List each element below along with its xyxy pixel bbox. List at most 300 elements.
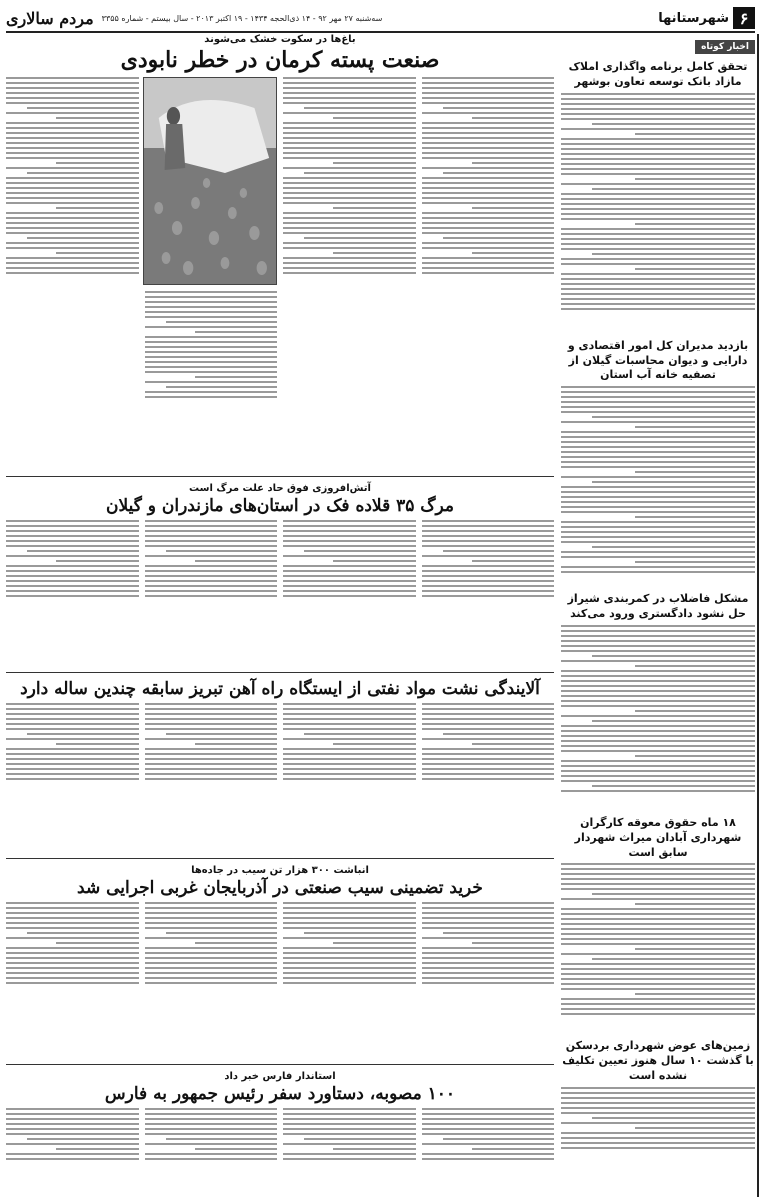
text-line bbox=[6, 262, 139, 264]
text-line bbox=[561, 466, 755, 468]
text-line bbox=[443, 237, 554, 239]
text-line bbox=[561, 923, 755, 925]
text-line bbox=[422, 738, 555, 740]
text-line bbox=[592, 1117, 755, 1119]
text-line bbox=[422, 87, 555, 89]
text-line bbox=[592, 893, 755, 895]
text-line bbox=[561, 283, 755, 285]
text-line bbox=[561, 108, 755, 110]
text-line bbox=[635, 471, 755, 473]
text-line bbox=[422, 947, 555, 949]
text-line bbox=[561, 401, 755, 403]
text-line bbox=[561, 158, 755, 160]
text-line bbox=[145, 311, 278, 313]
text-line bbox=[283, 708, 416, 710]
text-line bbox=[422, 187, 555, 189]
text-line bbox=[145, 912, 278, 914]
text-line bbox=[561, 456, 755, 458]
text-line bbox=[145, 291, 278, 293]
text-line bbox=[333, 207, 415, 209]
text-line bbox=[561, 531, 755, 533]
text-line bbox=[561, 386, 755, 388]
text-line bbox=[6, 127, 139, 129]
brief-title: تحقق کامل برنامه واگذاری املاک مازاد بانک توسعه تعاون بوشهر bbox=[568, 60, 748, 88]
text-line bbox=[283, 122, 416, 124]
brief-title: بازدید مدیران کل امور اقتصادی و دارایی و دیوان محاسبات گیلان از تصفیه خانه آب استان bbox=[567, 338, 749, 382]
text-line bbox=[145, 952, 278, 954]
text-line bbox=[561, 461, 755, 463]
text-line bbox=[6, 187, 139, 189]
text-line bbox=[6, 703, 139, 705]
oil-leak-title: آلایندگی نشت مواد نفتی از ایستگاه راه آهن تبریز سابقه چندین ساله دارد bbox=[20, 679, 540, 699]
text-line bbox=[561, 775, 755, 777]
text-line bbox=[561, 725, 755, 727]
text-line bbox=[145, 575, 278, 577]
text-line bbox=[472, 942, 554, 944]
text-line bbox=[166, 550, 277, 552]
text-line bbox=[561, 128, 755, 130]
text-line bbox=[6, 972, 139, 974]
text-line bbox=[422, 157, 555, 159]
text-line bbox=[6, 912, 139, 914]
text-line bbox=[422, 132, 555, 134]
text-line bbox=[283, 142, 416, 144]
text-line bbox=[56, 117, 138, 119]
text-line bbox=[635, 710, 755, 712]
text-line bbox=[145, 565, 278, 567]
text-line bbox=[6, 167, 139, 169]
text-line bbox=[422, 972, 555, 974]
text-line bbox=[283, 157, 416, 159]
text-line bbox=[422, 177, 555, 179]
text-line bbox=[6, 530, 139, 532]
divider bbox=[6, 672, 554, 673]
text-line bbox=[333, 743, 415, 745]
text-line bbox=[283, 222, 416, 224]
text-line bbox=[561, 476, 755, 478]
text-line bbox=[422, 565, 555, 567]
text-line bbox=[561, 635, 755, 637]
text-line bbox=[283, 1153, 416, 1155]
text-line bbox=[27, 237, 138, 239]
text-line bbox=[422, 902, 555, 904]
text-line bbox=[283, 267, 416, 269]
text-line bbox=[472, 207, 554, 209]
text-line bbox=[56, 207, 138, 209]
text-line bbox=[635, 755, 755, 757]
text-line bbox=[561, 690, 755, 692]
text-line bbox=[283, 97, 416, 99]
photo-column bbox=[145, 77, 278, 467]
text-line bbox=[592, 655, 755, 657]
text-line bbox=[422, 967, 555, 969]
text-line bbox=[6, 535, 139, 537]
text-line bbox=[422, 570, 555, 572]
text-line bbox=[6, 197, 139, 199]
text-line bbox=[422, 1128, 555, 1130]
sidebar-border bbox=[757, 34, 759, 1197]
text-line bbox=[561, 695, 755, 697]
text-line bbox=[145, 381, 278, 383]
text-line bbox=[422, 525, 555, 527]
text-line bbox=[283, 972, 416, 974]
text-line bbox=[283, 718, 416, 720]
text-line bbox=[422, 927, 555, 929]
text-line bbox=[592, 546, 755, 548]
text-line bbox=[145, 917, 278, 919]
text-line bbox=[283, 1143, 416, 1145]
text-line bbox=[561, 243, 755, 245]
text-line bbox=[422, 540, 555, 542]
text-line bbox=[561, 103, 755, 105]
text-line bbox=[283, 575, 416, 577]
text-line bbox=[422, 1118, 555, 1120]
text-line bbox=[283, 1128, 416, 1130]
text-line bbox=[422, 758, 555, 760]
text-line bbox=[422, 530, 555, 532]
text-column bbox=[6, 77, 139, 467]
text-line bbox=[6, 773, 139, 775]
text-line bbox=[422, 82, 555, 84]
text-line bbox=[145, 1133, 278, 1135]
text-line bbox=[6, 102, 139, 104]
text-line bbox=[443, 550, 554, 552]
text-line bbox=[561, 541, 755, 543]
text-line bbox=[6, 907, 139, 909]
seal-deaths-article bbox=[6, 470, 554, 660]
text-line bbox=[6, 257, 139, 259]
text-line bbox=[422, 917, 555, 919]
text-line bbox=[27, 172, 138, 174]
main-content bbox=[6, 34, 554, 1197]
text-line bbox=[422, 182, 555, 184]
text-line bbox=[422, 703, 555, 705]
apple-purchase-article bbox=[6, 852, 554, 1052]
text-line bbox=[56, 162, 138, 164]
text-line bbox=[333, 117, 415, 119]
text-line bbox=[6, 202, 139, 204]
text-line bbox=[283, 247, 416, 249]
text-line bbox=[561, 193, 755, 195]
text-line bbox=[283, 713, 416, 715]
text-line bbox=[283, 137, 416, 139]
text-line bbox=[283, 202, 416, 204]
text-line bbox=[561, 745, 755, 747]
text-line bbox=[283, 177, 416, 179]
text-line bbox=[283, 197, 416, 199]
text-line bbox=[283, 917, 416, 919]
text-line bbox=[56, 560, 138, 562]
text-line bbox=[283, 962, 416, 964]
text-line bbox=[145, 703, 278, 705]
text-line bbox=[166, 932, 277, 934]
text-line bbox=[561, 973, 755, 975]
text-line bbox=[443, 172, 554, 174]
text-line bbox=[592, 123, 755, 125]
text-line bbox=[145, 1153, 278, 1155]
text-line bbox=[145, 778, 278, 780]
text-line bbox=[561, 263, 755, 265]
text-line bbox=[561, 303, 755, 305]
text-line bbox=[195, 331, 277, 333]
text-line bbox=[561, 630, 755, 632]
text-line bbox=[6, 723, 139, 725]
text-line bbox=[422, 257, 555, 259]
text-line bbox=[422, 212, 555, 214]
text-line bbox=[145, 1143, 278, 1145]
text-line bbox=[561, 888, 755, 890]
text-line bbox=[561, 233, 755, 235]
text-line bbox=[6, 545, 139, 547]
text-line bbox=[561, 1008, 755, 1010]
text-line bbox=[283, 540, 416, 542]
text-line bbox=[561, 883, 755, 885]
text-line bbox=[6, 147, 139, 149]
text-line bbox=[561, 308, 755, 310]
text-line bbox=[6, 1158, 139, 1160]
text-line bbox=[561, 258, 755, 260]
text-line bbox=[422, 728, 555, 730]
text-line bbox=[561, 1003, 755, 1005]
text-line bbox=[422, 982, 555, 984]
text-column bbox=[283, 520, 416, 660]
text-line bbox=[283, 82, 416, 84]
text-line bbox=[443, 733, 554, 735]
text-line bbox=[561, 183, 755, 185]
text-line bbox=[561, 98, 755, 100]
text-line bbox=[283, 232, 416, 234]
text-line bbox=[561, 391, 755, 393]
text-line bbox=[561, 93, 755, 95]
text-line bbox=[561, 918, 755, 920]
text-line bbox=[561, 436, 755, 438]
text-line bbox=[422, 545, 555, 547]
text-line bbox=[304, 172, 415, 174]
text-line bbox=[304, 107, 415, 109]
text-line bbox=[6, 247, 139, 249]
text-line bbox=[422, 1153, 555, 1155]
text-line bbox=[283, 217, 416, 219]
text-line bbox=[561, 978, 755, 980]
text-line bbox=[283, 590, 416, 592]
text-line bbox=[333, 560, 415, 562]
text-line bbox=[422, 232, 555, 234]
text-line bbox=[145, 1108, 278, 1110]
text-line bbox=[195, 942, 277, 944]
text-line bbox=[6, 267, 139, 269]
text-line bbox=[592, 416, 755, 418]
text-line bbox=[561, 143, 755, 145]
text-line bbox=[145, 1158, 278, 1160]
text-line bbox=[561, 298, 755, 300]
text-line bbox=[561, 988, 755, 990]
text-line bbox=[283, 723, 416, 725]
text-line bbox=[6, 77, 139, 79]
text-line bbox=[561, 451, 755, 453]
text-line bbox=[422, 555, 555, 557]
text-line bbox=[283, 1133, 416, 1135]
text-line bbox=[333, 252, 415, 254]
text-line bbox=[56, 1148, 138, 1150]
text-line bbox=[561, 536, 755, 538]
text-line bbox=[6, 540, 139, 542]
text-line bbox=[561, 278, 755, 280]
text-line bbox=[145, 927, 278, 929]
fars-article bbox=[6, 1058, 554, 1198]
text-line bbox=[443, 932, 554, 934]
text-line bbox=[422, 937, 555, 939]
text-line bbox=[561, 526, 755, 528]
text-line bbox=[6, 937, 139, 939]
text-line bbox=[561, 953, 755, 955]
text-line bbox=[561, 878, 755, 880]
text-line bbox=[561, 760, 755, 762]
text-line bbox=[6, 1153, 139, 1155]
apple-kicker: انباشت ۳۰۰ هزار تن سیب در جاده‌ها bbox=[191, 865, 369, 876]
text-column bbox=[283, 1108, 416, 1204]
text-line bbox=[422, 142, 555, 144]
text-line bbox=[283, 912, 416, 914]
text-line bbox=[422, 112, 555, 114]
text-line bbox=[27, 932, 138, 934]
text-line bbox=[561, 685, 755, 687]
text-line bbox=[6, 708, 139, 710]
text-column bbox=[422, 520, 555, 660]
text-line bbox=[283, 947, 416, 949]
text-line bbox=[283, 927, 416, 929]
text-line bbox=[443, 107, 554, 109]
text-line bbox=[422, 147, 555, 149]
text-line bbox=[6, 212, 139, 214]
text-line bbox=[422, 977, 555, 979]
text-line bbox=[145, 967, 278, 969]
text-line bbox=[283, 763, 416, 765]
text-line bbox=[6, 1133, 139, 1135]
text-line bbox=[422, 227, 555, 229]
text-line bbox=[422, 713, 555, 715]
text-line bbox=[283, 703, 416, 705]
text-line bbox=[6, 758, 139, 760]
text-line bbox=[283, 753, 416, 755]
text-line bbox=[27, 1138, 138, 1140]
text-line bbox=[422, 957, 555, 959]
text-line bbox=[422, 92, 555, 94]
text-line bbox=[145, 520, 278, 522]
text-line bbox=[6, 1113, 139, 1115]
text-line bbox=[145, 351, 278, 353]
text-line bbox=[6, 1108, 139, 1110]
text-line bbox=[283, 778, 416, 780]
text-line bbox=[561, 198, 755, 200]
text-line bbox=[422, 580, 555, 582]
text-line bbox=[145, 391, 278, 393]
text-line bbox=[283, 595, 416, 597]
text-line bbox=[304, 733, 415, 735]
text-line bbox=[561, 983, 755, 985]
text-line bbox=[283, 957, 416, 959]
text-line bbox=[561, 566, 755, 568]
text-line bbox=[283, 902, 416, 904]
text-line bbox=[283, 1108, 416, 1110]
text-line bbox=[561, 228, 755, 230]
text-line bbox=[145, 366, 278, 368]
text-line bbox=[283, 738, 416, 740]
text-line bbox=[6, 902, 139, 904]
dateline: سه‌شنبه ۲۷ مهر ۹۲ - ۱۴ ذی‌الحجه ۱۴۳۴ - ۱۹ اکتبر ۲۰۱۳ - سال بیستم - شماره ۳۳۵۵ bbox=[101, 13, 383, 23]
text-line bbox=[561, 288, 755, 290]
text-line bbox=[6, 763, 139, 765]
text-line bbox=[561, 868, 755, 870]
text-line bbox=[283, 728, 416, 730]
text-line bbox=[283, 87, 416, 89]
text-line bbox=[635, 903, 755, 905]
text-column bbox=[145, 1108, 278, 1204]
text-line bbox=[145, 947, 278, 949]
text-line bbox=[561, 963, 755, 965]
text-line bbox=[422, 753, 555, 755]
text-line bbox=[561, 213, 755, 215]
text-line bbox=[283, 768, 416, 770]
seal-kicker: آتش‌افروزی فوق حاد علت مرگ است bbox=[189, 483, 371, 494]
text-column bbox=[145, 291, 278, 467]
text-line bbox=[283, 1118, 416, 1120]
text-line bbox=[6, 242, 139, 244]
text-line bbox=[145, 753, 278, 755]
text-column bbox=[6, 1108, 139, 1204]
fars-title: ۱۰۰ مصوبه، دستاورد سفر رئیس جمهور به فارس bbox=[104, 1084, 456, 1104]
text-line bbox=[6, 157, 139, 159]
text-line bbox=[422, 535, 555, 537]
text-line bbox=[6, 82, 139, 84]
text-line bbox=[422, 907, 555, 909]
text-line bbox=[422, 262, 555, 264]
text-line bbox=[6, 947, 139, 949]
text-line bbox=[27, 550, 138, 552]
text-line bbox=[422, 1123, 555, 1125]
fars-columns bbox=[6, 1108, 554, 1204]
apple-columns bbox=[6, 902, 554, 1052]
brief-text bbox=[561, 93, 755, 333]
text-line bbox=[145, 922, 278, 924]
text-line bbox=[592, 253, 755, 255]
text-line bbox=[166, 321, 277, 323]
lead-article bbox=[6, 34, 554, 464]
text-line bbox=[283, 227, 416, 229]
text-line bbox=[561, 1112, 755, 1114]
text-line bbox=[6, 192, 139, 194]
section-name: شهرستانها bbox=[658, 10, 729, 26]
text-line bbox=[561, 933, 755, 935]
text-line bbox=[561, 943, 755, 945]
text-line bbox=[145, 1123, 278, 1125]
text-line bbox=[145, 590, 278, 592]
news-brief-sidebar bbox=[561, 34, 755, 1197]
text-line bbox=[561, 1013, 755, 1015]
text-line bbox=[145, 535, 278, 537]
text-line bbox=[472, 1148, 554, 1150]
text-line bbox=[422, 768, 555, 770]
text-line bbox=[145, 907, 278, 909]
text-line bbox=[561, 680, 755, 682]
text-line bbox=[422, 708, 555, 710]
text-line bbox=[145, 585, 278, 587]
text-line bbox=[283, 525, 416, 527]
text-line bbox=[145, 570, 278, 572]
text-line bbox=[561, 273, 755, 275]
text-line bbox=[592, 720, 755, 722]
text-column bbox=[283, 902, 416, 1052]
text-line bbox=[561, 1147, 755, 1149]
